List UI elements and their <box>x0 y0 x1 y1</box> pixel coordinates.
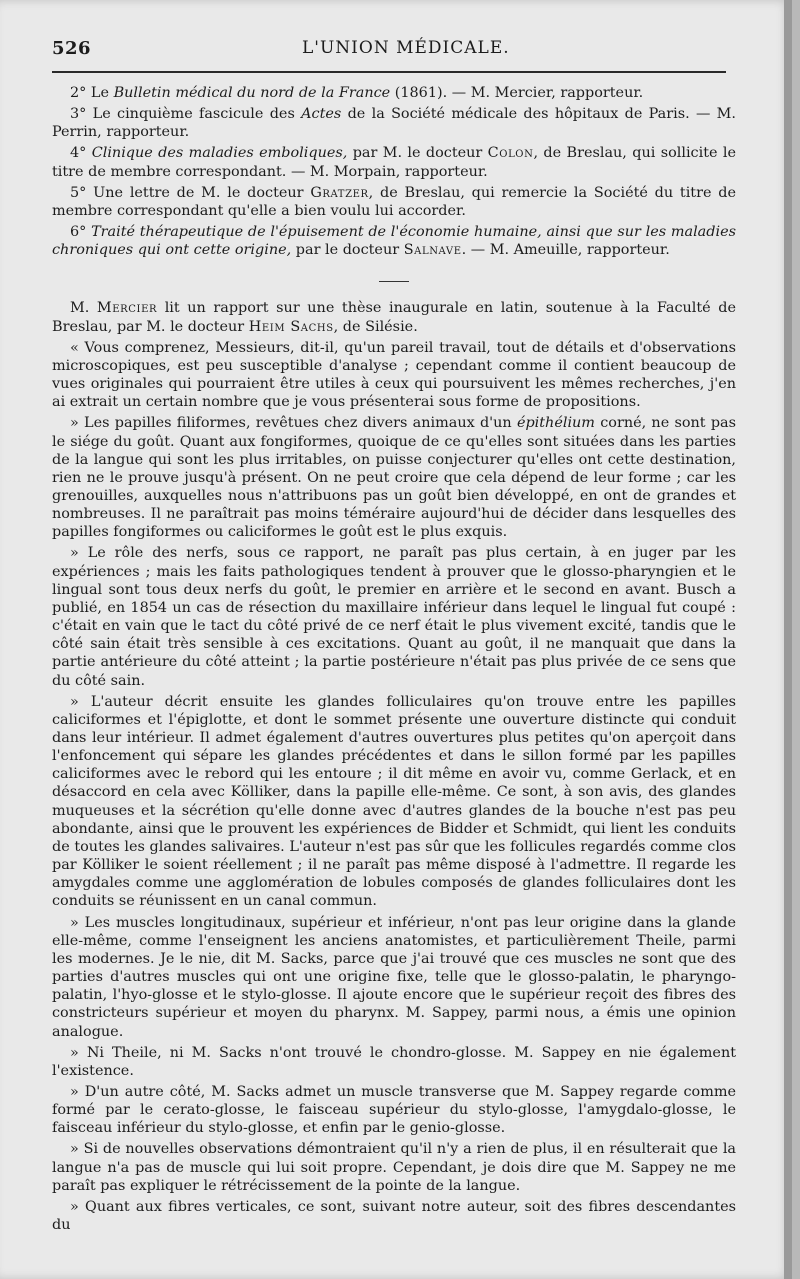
journal-title: L'UNION MÉDICALE. <box>302 38 510 58</box>
body-paragraph: » D'un autre côté, M. Sacks admet un muscle transverse que M. Sappey regarde comme formé par le cerato-glosse, le faisceau supérieur du stylo-glosse, l'amygdalo-glosse, le faisceau inférieur du stylo-glosse, et enfin par le genio-glosse. <box>52 1083 736 1137</box>
body-paragraph: » Le rôle des nerfs, sous ce rapport, ne paraît pas plus certain, à en juger par les expériences ; mais les faits pathologiques tendent à prouver que le glosso-pharyngien et le lingual sont tous deux nerfs du goût, le premier en arrière et le second en avant. Busch a publié, en 1854 un cas de résection du maxillaire inférieur dans lequel le lingual fut coupé : c'était en vain que le tact du côté privé de ce nerf était le plus vivement excité, tandis que le côté sain était très sensible à ces excitations. Quant au goût, il ne manquait que dans la partie antérieure du côté atteint ; la partie postérieure n'était pas plus privée de ce sens que du côté sain. <box>52 545 736 689</box>
announcement-item: 2° Le Bulletin médical du nord de la France (1861). — M. Mercier, rapporteur. <box>70 85 644 101</box>
body-paragraph: » Ni Theile, ni M. Sacks n'ont trouvé le chondro-glosse. M. Sappey en nie également l'existence. <box>52 1044 736 1079</box>
running-head <box>52 36 728 62</box>
report-intro: M. Mercier lit un rapport sur une thèse inaugurale en latin, soutenue à la Faculté de Breslau, par M. le docteur Heim Sachs, de Silésie. <box>52 300 737 335</box>
header-rule <box>52 71 726 73</box>
page-edge <box>784 0 792 1279</box>
body-paragraph: » Les muscles longitudinaux, supérieur et inférieur, n'ont pas leur origine dans la glande elle-même, comme l'enseignent les anciens anatomistes, et particulièrement Theile, parmi les modernes. Je le nie, dit M. Sacks, parce que j'ai trouvé que ces muscles ne sont que des parties d'autres muscles qui ont une origine fixe, telle que le glosso-palatin, le pharyngo-palatin, l'hyo-glosse et le stylo-glosse. Il ajoute encore que le supérieur reçoit des fibres des constricteurs supérieur et moyen du pharynx. M. Sappey, parmi nous, a émis une opinion analogue. <box>52 914 736 1040</box>
section-separator <box>379 281 409 282</box>
announcement-item: 3° Le cinquième fascicule des Actes de la Société médicale des hôpitaux de Paris. — M. Perrin, rapporteur. <box>52 106 736 141</box>
announcement-item: 4° Clinique des maladies emboliques, par M. le docteur Colon, de Breslau, qui sollicite le titre de membre correspondant. — M. Morpain, rapporteur. <box>52 145 736 180</box>
announcement-item: 6° Traité thérapeutique de l'épuisement de l'économie humaine, ainsi que sur les maladies chroniques qui ont cette origine, par le docteur Salnave. — M. Ameuille, rapporteur. <box>52 224 736 259</box>
body-paragraph: » Les papilles filiformes, revêtues chez divers animaux d'un épithélium corné, ne sont pas le siége du goût. Quant aux fongiformes, quoique de ce qu'elles sont situées dans les parties de la langue qui sont les plus irritables, on puisse conjecturer qu'elles ont cette destination, rien ne le prouve jusqu'à présent. On ne peut croire que cela dépend de leur forme ; car les grenouilles, auxquelles nous n'attribuons pas un goût bien développé, en ont de grandes et nombreuses. Il ne paraîtrait pas moins téméraire aujourd'hui de décider dans lesquelles des papilles fongiformes ou caliciformes le goût est le plus exquis. <box>52 415 736 541</box>
body-paragraph: » L'auteur décrit ensuite les glandes folliculaires qu'on trouve entre les papilles caliciformes et l'épiglotte, et dont le sommet présente une ouverture distincte qui conduit dans leur intérieur. Il admet également d'autres ouvertures plus petites qu'on aperçoit dans l'enfoncement qui sépare les glandes précédentes et dans le sillon formé par les papilles caliciformes avec le rebord qui les entoure ; il dit même en avoir vu, comme Gerlack, et en désaccord en cela avec Kölliker, dans la papille elle-même. Ce sont, à son avis, des glandes muqueuses et la sécrétion qu'elle donne avec d'autres glandes de la bouche n'est pas peu abondante, ainsi que le prouvent les expériences de Bidder et Schmidt, qui lient les conduits de toutes les glandes salivaires. L'auteur n'est pas sûr que les follicules regardés comme clos par Kölliker le soient réellement ; il ne paraît pas même disposé à l'admettre. Il regarde les amygdales comme une agglomération de lobules composés de glandes folliculaires dont les conduits se réunissent en un canal commun. <box>52 693 736 910</box>
body-paragraph: « Vous comprenez, Messieurs, dit-il, qu'un pareil travail, tout de détails et d'observations microscopiques, est peu susceptible d'analyse ; cependant comme il contient beaucoup de vues originales qui pourraient être utiles à ceux qui poursuivent les mêmes recherches, j'en ai extrait un certain nombre que je vous présenterai sous forme de propositions. <box>52 339 736 411</box>
body-paragraph: » Si de nouvelles observations démontraient qu'il n'y a rien de plus, il en résulterait que la langue n'a pas de muscle qui lui soit propre. Cependant, je dois dire que M. Sappey ne me paraît pas expliquer le rétrécissement de la pointe de la langue. <box>52 1141 736 1194</box>
page-number: 526 <box>52 38 92 59</box>
body-paragraph: » Quant aux fibres verticales, ce sont, suivant notre auteur, soit des fibres descendantes du <box>52 1198 736 1234</box>
announcement-item: 5° Une lettre de M. le docteur Gratzer, de Breslau, qui remercie la Société du titre de membre correspondant qu'elle a bien voulu lui accorder. <box>52 184 736 219</box>
page-body <box>52 84 736 1237</box>
